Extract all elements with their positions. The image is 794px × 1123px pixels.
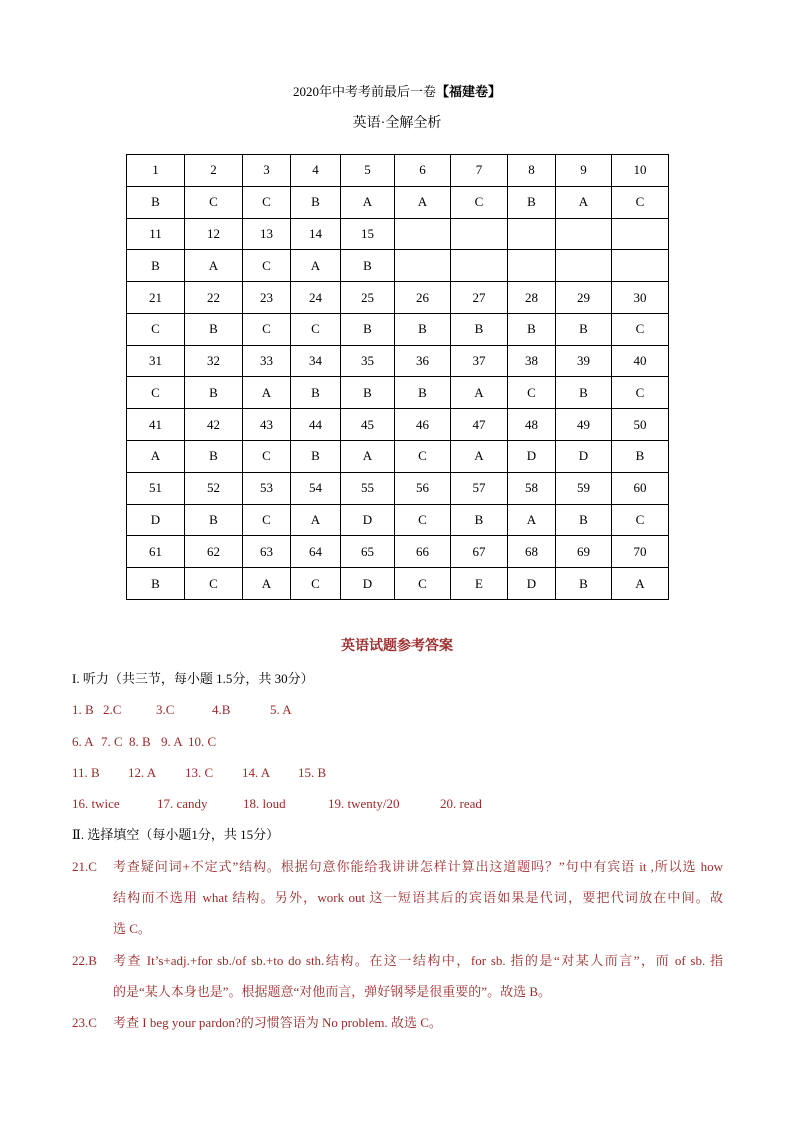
empty-cell (395, 250, 451, 282)
question-number-cell: 5 (341, 155, 395, 187)
answer-letter-cell: C (291, 313, 341, 345)
answer-letter-cell: B (185, 504, 243, 536)
question-number-cell: 24 (291, 282, 341, 314)
answer-letter-cell: B (508, 313, 556, 345)
answer-table (126, 154, 669, 600)
answer-letter-cell: B (341, 250, 395, 282)
answer-letter-cell: C (185, 186, 243, 218)
answer-letter-cell: A (243, 568, 291, 600)
question-number-cell: 67 (451, 536, 508, 568)
listening-answers-row (72, 726, 724, 757)
question-number-cell: 33 (243, 345, 291, 377)
answer-letter-cell: A (451, 377, 508, 409)
answer-letter-cell: C (185, 568, 243, 600)
answer-table-row (127, 282, 669, 314)
question-number-cell: 4 (291, 155, 341, 187)
answer-letter-cell: A (243, 377, 291, 409)
question-number-cell: 2 (185, 155, 243, 187)
question-number-cell: 61 (127, 536, 185, 568)
empty-cell (556, 218, 612, 250)
answer-letter-cell: E (451, 568, 508, 600)
listening-answer: 15. B (298, 764, 327, 780)
question-number-cell: 32 (185, 345, 243, 377)
answer-table-row (127, 472, 669, 504)
listening-answer: 19. twenty/20 (328, 796, 400, 812)
question-number-cell: 63 (243, 536, 291, 568)
listening-answers-row (72, 757, 724, 788)
answer-letter-cell: B (127, 250, 185, 282)
empty-cell (508, 250, 556, 282)
answer-letter-cell: B (451, 504, 508, 536)
answer-letter-cell: C (243, 250, 291, 282)
answer-letter-cell: A (451, 441, 508, 473)
question-label: 21.C (72, 858, 97, 874)
answer-letter-cell: D (508, 441, 556, 473)
answer-table-row (127, 568, 669, 600)
answer-letter-cell: D (556, 441, 612, 473)
question-number-cell: 13 (243, 218, 291, 250)
question-number-cell: 12 (185, 218, 243, 250)
empty-cell (451, 250, 508, 282)
answer-letter-cell: C (243, 186, 291, 218)
page-title (0, 83, 794, 101)
explanation-line: 的是“某人本身也是”。根据题意“对他而言，弹好钢琴是很重要的”。故选 B。 (113, 983, 552, 999)
empty-cell (612, 218, 669, 250)
question-number-cell: 70 (612, 536, 669, 568)
answer-table-row (127, 504, 669, 536)
answers-heading: 英语试题参考答案 (341, 639, 453, 654)
answer-letter-cell: C (243, 313, 291, 345)
question-number-cell: 55 (341, 472, 395, 504)
empty-cell (508, 218, 556, 250)
listening-answer: 14. A (242, 764, 271, 780)
answer-table-row (127, 186, 669, 218)
question-explanation (72, 1007, 724, 1038)
answer-letter-cell: B (127, 568, 185, 600)
question-number-cell: 52 (185, 472, 243, 504)
question-number-cell: 49 (556, 409, 612, 441)
answer-letter-cell: B (185, 313, 243, 345)
answer-letter-cell: B (291, 441, 341, 473)
question-number-cell: 42 (185, 409, 243, 441)
answer-letter-cell: C (127, 377, 185, 409)
empty-cell (451, 218, 508, 250)
empty-cell (556, 250, 612, 282)
listening-answer: 5. A (270, 702, 292, 718)
question-number-cell: 27 (451, 282, 508, 314)
empty-cell (395, 218, 451, 250)
explanation-text (113, 851, 723, 945)
answer-letter-cell: B (341, 313, 395, 345)
question-number-cell: 7 (451, 155, 508, 187)
answer-letter-cell: A (395, 186, 451, 218)
answer-letter-cell: B (127, 186, 185, 218)
answer-letter-cell: A (127, 441, 185, 473)
question-number-cell: 28 (508, 282, 556, 314)
question-number-cell: 31 (127, 345, 185, 377)
listening-answer: 9. A (161, 733, 183, 749)
question-number-cell: 58 (508, 472, 556, 504)
answer-letter-cell: D (127, 504, 185, 536)
answer-letter-cell: B (341, 377, 395, 409)
question-explanation (72, 945, 724, 1008)
section-2-heading: Ⅱ. 选择填空（每小题1分，共 15分） (72, 827, 280, 843)
question-number-cell: 65 (341, 536, 395, 568)
answer-table-body (127, 155, 669, 600)
answer-letter-cell: B (451, 313, 508, 345)
page-title-main: 2020年中考考前最后一卷 (292, 84, 436, 99)
listening-answer: 16. twice (72, 796, 120, 812)
question-number-cell: 66 (395, 536, 451, 568)
question-number-cell: 21 (127, 282, 185, 314)
answer-table-row (127, 155, 669, 187)
answer-letter-cell: C (243, 504, 291, 536)
answer-letter-cell: C (612, 377, 669, 409)
answer-letter-cell: B (556, 377, 612, 409)
explanation-line: 考查 It’s+adj.+for sb./of sb.+to do sth.结构。在这一结构中，for sb. 指的是“对某人而言”，而 of sb. 指 (113, 952, 723, 968)
answer-letter-cell: B (291, 186, 341, 218)
listening-answer: 12. A (128, 764, 157, 780)
answer-letter-cell: B (291, 377, 341, 409)
listening-answer: 7. C (101, 733, 123, 749)
answer-table-row (127, 377, 669, 409)
answer-table-row (127, 218, 669, 250)
question-number-cell: 8 (508, 155, 556, 187)
answer-letter-cell: C (243, 441, 291, 473)
question-number-cell: 14 (291, 218, 341, 250)
question-number-cell: 68 (508, 536, 556, 568)
answer-letter-cell: C (395, 441, 451, 473)
answer-table-row (127, 409, 669, 441)
listening-answer: 4.B (212, 702, 231, 718)
question-number-cell: 60 (612, 472, 669, 504)
question-number-cell: 9 (556, 155, 612, 187)
listening-answer: 10. C (188, 733, 217, 749)
answer-letter-cell: C (291, 568, 341, 600)
answer-letter-cell: D (508, 568, 556, 600)
question-number-cell: 53 (243, 472, 291, 504)
question-number-cell: 3 (243, 155, 291, 187)
answer-letter-cell: C (127, 313, 185, 345)
listening-answer: 3.C (156, 702, 175, 718)
listening-answer: 8. B (129, 733, 151, 749)
listening-answer: 20. read (440, 796, 482, 812)
answer-letter-cell: B (395, 377, 451, 409)
question-number-cell: 59 (556, 472, 612, 504)
answer-letter-cell: B (508, 186, 556, 218)
listening-answer: 2.C (103, 702, 122, 718)
answer-table-row (127, 345, 669, 377)
explanation-text (113, 1007, 723, 1038)
answer-letter-cell: C (451, 186, 508, 218)
listening-answer: 13. C (185, 764, 214, 780)
explanation-line: 考查疑问词+不定式”结构。根据句意你能给我讲讲怎样计算出这道题吗？”句中有宾语 it ,所以选 how (113, 858, 723, 874)
answer-letter-cell: B (556, 313, 612, 345)
answer-letter-cell: C (612, 186, 669, 218)
explanation-line: 考查 I beg your pardon?的习惯答语为 No problem. 故选 C。 (113, 1015, 442, 1031)
listening-answer: 18. loud (243, 796, 286, 812)
question-number-cell: 41 (127, 409, 185, 441)
answer-letter-cell: A (556, 186, 612, 218)
explanation-line: 结构而不选用 what 结构。另外，work out 这一短语其后的宾语如果是代词，要把代词放在中间。故 (113, 890, 723, 906)
answer-letter-cell: A (508, 504, 556, 536)
answer-letter-cell: D (341, 568, 395, 600)
question-label: 23.C (72, 1015, 97, 1031)
question-number-cell: 30 (612, 282, 669, 314)
explanation-text (113, 945, 723, 1008)
answer-letter-cell: C (508, 377, 556, 409)
question-number-cell: 54 (291, 472, 341, 504)
answer-letter-cell: C (612, 504, 669, 536)
answer-letter-cell: A (612, 568, 669, 600)
question-number-cell: 44 (291, 409, 341, 441)
question-number-cell: 51 (127, 472, 185, 504)
listening-answer: 1. B (72, 702, 94, 718)
answer-letter-cell: A (291, 504, 341, 536)
question-number-cell: 37 (451, 345, 508, 377)
answer-letter-cell: B (395, 313, 451, 345)
answer-letter-cell: B (612, 441, 669, 473)
question-number-cell: 69 (556, 536, 612, 568)
question-number-cell: 48 (508, 409, 556, 441)
question-number-cell: 36 (395, 345, 451, 377)
question-number-cell: 26 (395, 282, 451, 314)
question-number-cell: 38 (508, 345, 556, 377)
question-number-cell: 46 (395, 409, 451, 441)
answer-letter-cell: C (612, 313, 669, 345)
answer-letter-cell: B (185, 441, 243, 473)
question-number-cell: 23 (243, 282, 291, 314)
page-subtitle: 英语·全解全析 (352, 116, 442, 131)
answer-letter-cell: D (341, 504, 395, 536)
explanation-line: 选 C。 (113, 921, 151, 937)
question-number-cell: 43 (243, 409, 291, 441)
answer-letter-cell: B (185, 377, 243, 409)
listening-answer: 11. B (72, 764, 100, 780)
answer-letter-cell: C (395, 568, 451, 600)
question-number-cell: 25 (341, 282, 395, 314)
empty-cell (612, 250, 669, 282)
answer-letter-cell: A (291, 250, 341, 282)
question-number-cell: 29 (556, 282, 612, 314)
question-number-cell: 39 (556, 345, 612, 377)
section-1-heading: I. 听力（共三节，每小题 1.5分，共 30分） (72, 671, 314, 686)
question-number-cell: 40 (612, 345, 669, 377)
question-number-cell: 10 (612, 155, 669, 187)
question-label: 22.B (72, 952, 97, 968)
listening-answer: 17. candy (157, 796, 208, 812)
question-number-cell: 15 (341, 218, 395, 250)
question-explanation (72, 851, 724, 945)
answer-table-row (127, 313, 669, 345)
answer-table-row (127, 536, 669, 568)
question-number-cell: 22 (185, 282, 243, 314)
answer-table-row (127, 441, 669, 473)
question-number-cell: 45 (341, 409, 395, 441)
answer-explanations (72, 663, 724, 1039)
page-title-region: 【福建卷】 (436, 84, 502, 99)
answer-letter-cell: C (395, 504, 451, 536)
listening-answer: 6. A (72, 733, 94, 749)
question-number-cell: 35 (341, 345, 395, 377)
answer-letter-cell: A (341, 441, 395, 473)
answer-table-row (127, 250, 669, 282)
question-number-cell: 57 (451, 472, 508, 504)
listening-answers-row (72, 694, 724, 725)
question-number-cell: 62 (185, 536, 243, 568)
question-number-cell: 1 (127, 155, 185, 187)
question-number-cell: 34 (291, 345, 341, 377)
answer-letter-cell: A (341, 186, 395, 218)
answer-letter-cell: B (556, 568, 612, 600)
question-number-cell: 47 (451, 409, 508, 441)
answer-letter-cell: A (185, 250, 243, 282)
question-number-cell: 11 (127, 218, 185, 250)
question-number-cell: 50 (612, 409, 669, 441)
question-number-cell: 6 (395, 155, 451, 187)
listening-answers-row (72, 788, 724, 819)
answer-letter-cell: B (556, 504, 612, 536)
question-number-cell: 56 (395, 472, 451, 504)
question-number-cell: 64 (291, 536, 341, 568)
